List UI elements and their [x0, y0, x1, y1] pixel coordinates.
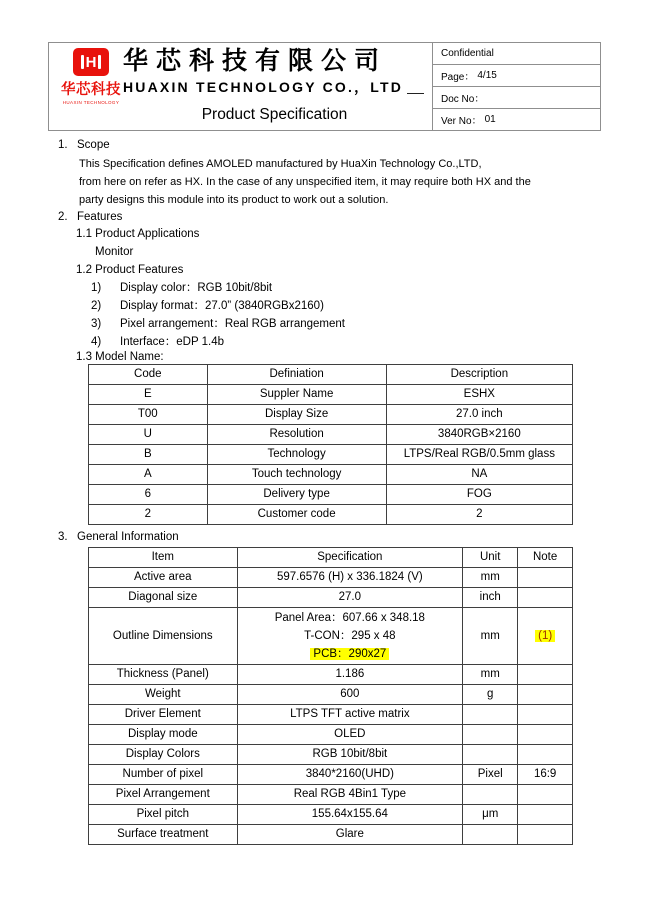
- highlighted-text: PCB：290x27: [310, 648, 389, 660]
- table-row: [89, 425, 573, 445]
- huaxin-logo-icon: [73, 48, 109, 76]
- table-cell: LTPS/Real RGB/0.5mm glass: [386, 445, 572, 465]
- table-cell: [518, 825, 573, 845]
- table-cell: Diagonal size: [89, 588, 238, 608]
- table-cell: 16:9: [518, 765, 573, 785]
- section-title: Scope: [77, 139, 110, 151]
- table-cell: Thickness (Panel): [89, 665, 238, 685]
- feature-item: [91, 317, 345, 331]
- table-cell: mm: [463, 665, 518, 685]
- table-cell: Outline Dimensions: [89, 608, 238, 665]
- section-title: Features: [77, 211, 123, 223]
- table-cell: [518, 785, 573, 805]
- outline-pcb: [240, 645, 461, 663]
- meta-row-confidential: [433, 43, 600, 65]
- table-row: [89, 385, 573, 405]
- rule-line: [407, 93, 424, 94]
- table-row: [89, 785, 573, 805]
- title-block: [123, 45, 426, 124]
- table-row: [89, 485, 573, 505]
- section-number: 2.: [58, 211, 68, 223]
- table-cell: Pixel: [463, 765, 518, 785]
- item-number: 2): [91, 300, 102, 312]
- table-row: [89, 765, 573, 785]
- feature-item: [91, 299, 324, 313]
- header-left: [49, 43, 432, 130]
- table-cell: [518, 705, 573, 725]
- table-cell: [463, 705, 518, 725]
- table-cell: RGB 10bit/8bit: [237, 745, 463, 765]
- table-cell: Customer code: [207, 505, 386, 525]
- logo-chinese-text: 华芯科技: [61, 82, 121, 98]
- table-cell: A: [89, 465, 208, 485]
- logo-bar-left: [81, 55, 84, 69]
- meta-row-doc-no: [433, 87, 600, 109]
- table-cell: g: [463, 685, 518, 705]
- feature-item: [91, 335, 224, 349]
- table-cell: 600: [237, 685, 463, 705]
- table-cell: Display mode: [89, 725, 238, 745]
- table-cell: mm: [463, 608, 518, 665]
- document-title: Product Specification: [201, 106, 348, 123]
- table-row: [89, 685, 573, 705]
- table-cell: inch: [463, 588, 518, 608]
- table-cell: Surface treatment: [89, 825, 238, 845]
- table-cell: [463, 745, 518, 765]
- table-cell: 155.64x155.64: [237, 805, 463, 825]
- feature-item: [91, 281, 272, 295]
- table-cell: Touch technology: [207, 465, 386, 485]
- table-cell: T00: [89, 405, 208, 425]
- logo-letter: H: [85, 53, 97, 71]
- table-cell-outline-spec: [237, 608, 463, 665]
- table-cell: [463, 825, 518, 845]
- document-meta-box: [432, 43, 600, 130]
- table-row: [89, 588, 573, 608]
- company-name-row: [123, 77, 426, 96]
- column-header: Unit: [463, 548, 518, 568]
- table-cell: Number of pixel: [89, 765, 238, 785]
- table-cell: 27.0 inch: [386, 405, 572, 425]
- company-logo: [58, 48, 124, 105]
- section-title: General Information: [77, 531, 179, 543]
- confidential-label: Confidential: [441, 48, 494, 59]
- company-name-chinese: 华芯科技有限公司: [123, 47, 388, 75]
- model-name-table: [88, 364, 573, 525]
- ver-no-label: Ver No：: [441, 116, 482, 127]
- meta-row-page: [433, 65, 600, 87]
- item-text: Pixel arrangement：Real RGB arrangement: [120, 318, 345, 330]
- column-header: Description: [386, 365, 572, 385]
- table-row: [89, 405, 573, 425]
- table-cell-note: [518, 608, 573, 665]
- table-cell: Glare: [237, 825, 463, 845]
- table-cell: Pixel pitch: [89, 805, 238, 825]
- table-cell: Resolution: [207, 425, 386, 445]
- table-cell: [518, 685, 573, 705]
- table-cell: 2: [89, 505, 208, 525]
- table-row: [89, 705, 573, 725]
- section-number: 1.: [58, 139, 68, 151]
- table-cell: [518, 745, 573, 765]
- table-row: [89, 505, 573, 525]
- table-cell: [463, 785, 518, 805]
- section-scope-heading: [58, 138, 110, 152]
- scope-line: party designs this module into its product to work out a solution.: [79, 194, 389, 206]
- table-row: [89, 568, 573, 588]
- table-row: [89, 465, 573, 485]
- table-cell: μm: [463, 805, 518, 825]
- table-cell: 597.6576 (H) x 336.1824 (V): [237, 568, 463, 588]
- product-application-value: Monitor: [95, 246, 134, 258]
- item-text: Display format：27.0” (3840RGBx2160): [120, 300, 324, 312]
- table-cell: B: [89, 445, 208, 465]
- page-label: Page：: [441, 72, 475, 83]
- table-row: [89, 825, 573, 845]
- subsection-product-features: 1.2 Product Features: [76, 264, 184, 276]
- column-header: Item: [89, 548, 238, 568]
- table-cell: 3840*2160(UHD): [237, 765, 463, 785]
- scope-line: This Specification defines AMOLED manufactured by HuaXin Technology Co.,LTD,: [79, 158, 482, 170]
- document-header: [48, 42, 601, 131]
- table-cell: 27.0: [237, 588, 463, 608]
- column-header: Code: [89, 365, 208, 385]
- table-row-outline-dimensions: [89, 608, 573, 665]
- table-cell: [463, 725, 518, 745]
- doc-no-label: Doc No：: [441, 94, 485, 105]
- column-header: Note: [518, 548, 573, 568]
- table-cell: FOG: [386, 485, 572, 505]
- scope-paragraph: [79, 155, 531, 209]
- outline-panel-area: Panel Area：607.66 x 348.18: [274, 612, 425, 624]
- table-cell: [518, 665, 573, 685]
- table-cell: [518, 568, 573, 588]
- section-number: 3.: [58, 531, 68, 543]
- table-cell: E: [89, 385, 208, 405]
- table-row: [89, 725, 573, 745]
- table-cell: Display Size: [207, 405, 386, 425]
- table-cell: Weight: [89, 685, 238, 705]
- table-cell: U: [89, 425, 208, 445]
- outline-tcon: T-CON：295 x 48: [304, 630, 396, 642]
- table-cell: [518, 805, 573, 825]
- table-cell: OLED: [237, 725, 463, 745]
- table-cell: mm: [463, 568, 518, 588]
- item-number: 4): [91, 336, 102, 348]
- item-text: Display color：RGB 10bit/8bit: [120, 282, 273, 294]
- table-header-row: [89, 548, 573, 568]
- table-row: [89, 445, 573, 465]
- section-features-heading: [58, 210, 122, 224]
- table-cell: Active area: [89, 568, 238, 588]
- general-info-table: [88, 547, 573, 845]
- ver-no-value: 01: [484, 114, 496, 125]
- section-general-heading: [58, 530, 179, 544]
- subsection-product-applications: 1.1 Product Applications: [76, 228, 200, 240]
- table-cell: 1.186: [237, 665, 463, 685]
- table-cell: [518, 725, 573, 745]
- item-text: Interface：eDP 1.4b: [120, 336, 224, 348]
- table-cell: ESHX: [386, 385, 572, 405]
- company-name-english: HUAXIN TECHNOLOGY CO.，LTD: [123, 79, 404, 95]
- table-cell: 2: [386, 505, 572, 525]
- logo-bar-right: [98, 55, 101, 69]
- scope-line: from here on refer as HX. In the case of any unspecified item, it may require both HX and the: [79, 176, 531, 188]
- table-cell: Pixel Arrangement: [89, 785, 238, 805]
- logo-english-text: HUAXIN TECHNOLOGY: [62, 100, 120, 105]
- page-value: 4/15: [477, 70, 497, 81]
- table-cell: Real RGB 4Bin1 Type: [237, 785, 463, 805]
- table-cell: LTPS TFT active matrix: [237, 705, 463, 725]
- table-cell: 3840RGB×2160: [386, 425, 572, 445]
- meta-row-ver-no: [433, 109, 600, 130]
- table-cell: [518, 588, 573, 608]
- table-cell: 6: [89, 485, 208, 505]
- column-header: Specification: [237, 548, 463, 568]
- item-number: 1): [91, 282, 102, 294]
- table-cell: Driver Element: [89, 705, 238, 725]
- highlighted-note: (1): [535, 630, 555, 642]
- table-cell: Suppler Name: [207, 385, 386, 405]
- column-header: Definiation: [207, 365, 386, 385]
- table-row: [89, 745, 573, 765]
- table-row: [89, 665, 573, 685]
- subsection-model-name: 1.3 Model Name:: [76, 351, 164, 363]
- table-row: [89, 805, 573, 825]
- table-header-row: [89, 365, 573, 385]
- table-cell: Technology: [207, 445, 386, 465]
- table-cell: Delivery type: [207, 485, 386, 505]
- table-cell: NA: [386, 465, 572, 485]
- table-cell: Display Colors: [89, 745, 238, 765]
- item-number: 3): [91, 318, 102, 330]
